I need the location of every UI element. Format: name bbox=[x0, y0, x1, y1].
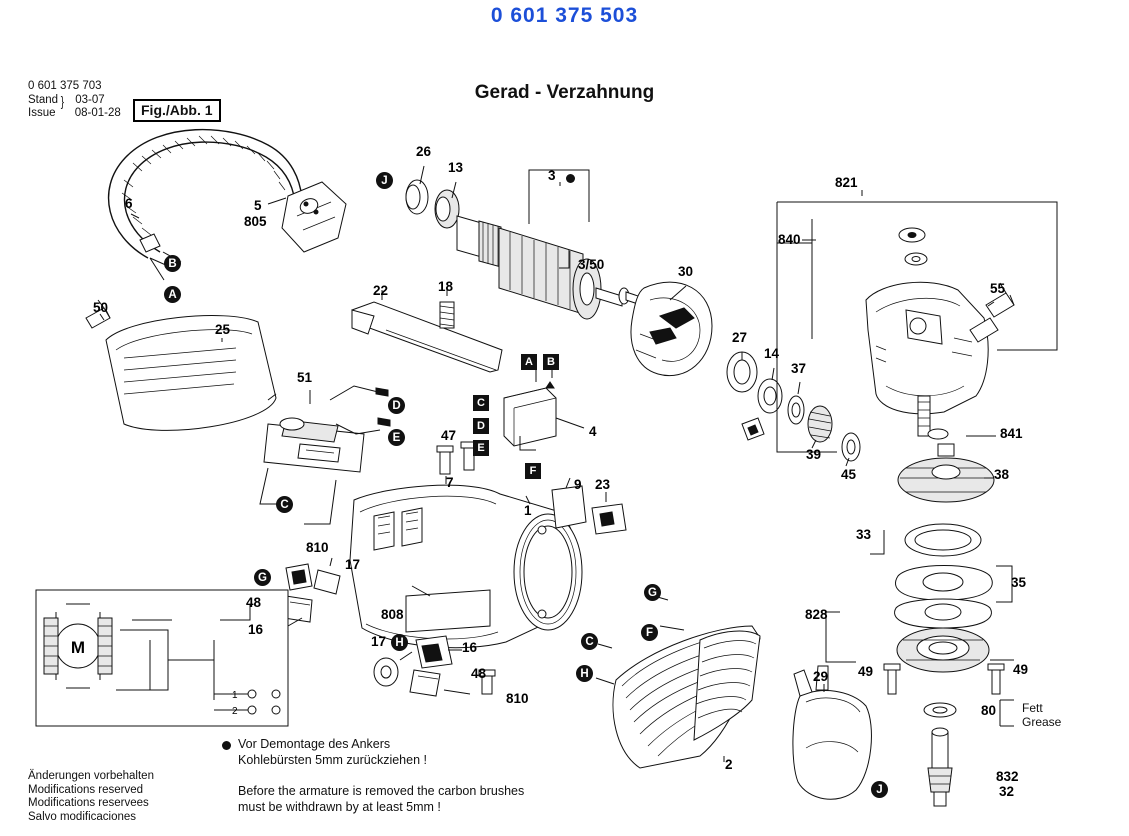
marker-D-switch: D bbox=[388, 397, 405, 414]
fan-30 bbox=[631, 282, 712, 376]
callout-48-lower: 48 bbox=[471, 666, 487, 681]
power-cord-group bbox=[109, 130, 346, 280]
marker-square-E: E bbox=[473, 440, 489, 456]
callout-14: 14 bbox=[764, 346, 780, 361]
field-coil-2 bbox=[596, 596, 760, 768]
marker-square-A: A bbox=[521, 354, 537, 370]
doc-number: 0 601 375 703 bbox=[28, 80, 102, 92]
callout-22: 22 bbox=[373, 283, 389, 298]
callout-4: 4 bbox=[589, 424, 597, 439]
marker-E-switch: E bbox=[388, 429, 405, 446]
issue-value: 08-01-28 bbox=[74, 107, 121, 119]
callout-33: 33 bbox=[856, 527, 872, 542]
callout-55: 55 bbox=[990, 281, 1006, 296]
callout-3-50: 3/50 bbox=[578, 257, 605, 272]
footer-line-2: Modifications reserved bbox=[28, 783, 144, 796]
callout-810-upper: 810 bbox=[306, 540, 329, 555]
callout-25: 25 bbox=[215, 322, 231, 337]
callout-23: 23 bbox=[595, 477, 611, 492]
footer-line-4: Salvo modificaciones bbox=[28, 810, 137, 823]
note-de bbox=[238, 736, 427, 768]
note-en bbox=[238, 783, 524, 815]
callout-27: 27 bbox=[732, 330, 748, 345]
marker-C-switch: C bbox=[276, 496, 293, 513]
callout-828: 828 bbox=[805, 607, 828, 622]
callout-49-left: 49 bbox=[858, 664, 874, 679]
marker-A-cord: A bbox=[164, 286, 181, 303]
marker-H-coil: H bbox=[576, 665, 593, 682]
callout-832: 832 bbox=[996, 769, 1019, 784]
callout-38: 38 bbox=[994, 467, 1010, 482]
marker-J-cover: J bbox=[871, 781, 888, 798]
callout-16-lower: 16 bbox=[462, 640, 478, 655]
stand-value: 03-07 bbox=[75, 93, 105, 106]
marker-square-B: B bbox=[543, 354, 559, 370]
callout-49-right: 49 bbox=[1013, 662, 1029, 677]
marker-F-coil: F bbox=[641, 624, 658, 641]
grease-en: Grease bbox=[1022, 715, 1062, 729]
callout-48-upper: 48 bbox=[246, 595, 262, 610]
note-bullet bbox=[222, 741, 231, 750]
cover-29 bbox=[793, 666, 872, 799]
svg-text:1: 1 bbox=[232, 690, 238, 701]
housing-25 bbox=[86, 300, 276, 430]
callout-50: 50 bbox=[93, 300, 109, 315]
callout-821: 821 bbox=[835, 175, 858, 190]
bullet-marker-3 bbox=[566, 174, 575, 183]
switch-block-4 bbox=[504, 370, 584, 450]
callout-1: 1 bbox=[524, 503, 532, 518]
callout-2: 2 bbox=[725, 757, 733, 772]
note-en-line-2: must be withdrawn by at least 5mm ! bbox=[238, 800, 441, 814]
footer-line-1: Änderungen vorbehalten bbox=[28, 770, 154, 782]
callout-17-lower: 17 bbox=[371, 634, 387, 649]
callout-7: 7 bbox=[446, 475, 454, 490]
note-de-line-2: Kohlebürsten 5mm zurückziehen ! bbox=[238, 753, 427, 767]
issue-label: Issue bbox=[28, 107, 56, 119]
callout-810-lower: 810 bbox=[506, 691, 529, 706]
marker-square-F: F bbox=[525, 463, 541, 479]
note-de-line-1: Vor Demontage des Ankers bbox=[238, 737, 391, 751]
callout-13: 13 bbox=[448, 160, 464, 175]
callout-29: 29 bbox=[813, 669, 829, 684]
figure-label: Fig./Abb. 1 bbox=[133, 99, 221, 122]
grease-note bbox=[1022, 701, 1061, 729]
note-en-line-1: Before the armature is removed the carbon brushes bbox=[238, 784, 525, 798]
marker-H-brush-lower: H bbox=[391, 634, 408, 651]
marker-G-coil: G bbox=[644, 584, 661, 601]
callout-80: 80 bbox=[981, 703, 997, 718]
callout-35: 35 bbox=[1011, 575, 1027, 590]
armature-group bbox=[406, 170, 650, 319]
callout-26: 26 bbox=[416, 144, 432, 159]
callout-47: 47 bbox=[441, 428, 457, 443]
callout-6: 6 bbox=[125, 196, 133, 211]
page-part-number: 0 601 375 503 bbox=[490, 4, 639, 27]
callout-32: 32 bbox=[999, 784, 1015, 799]
wiring-diagram bbox=[36, 590, 288, 726]
callout-45: 45 bbox=[841, 467, 857, 482]
callout-17-upper: 17 bbox=[345, 557, 361, 572]
callout-37: 37 bbox=[791, 361, 807, 376]
callout-39: 39 bbox=[806, 447, 822, 462]
callout-5: 5 bbox=[254, 198, 262, 213]
svg-text:M: M bbox=[70, 638, 86, 657]
footer-line-3: Modifications reservees bbox=[28, 797, 149, 809]
callout-841: 841 bbox=[1000, 426, 1023, 441]
callout-808: 808 bbox=[381, 607, 404, 622]
callout-3: 3 bbox=[548, 168, 556, 183]
marker-B-cord: B bbox=[164, 255, 181, 272]
callout-51: 51 bbox=[297, 370, 313, 385]
marker-square-D: D bbox=[473, 418, 489, 434]
callout-805: 805 bbox=[244, 214, 267, 229]
stand-label: Stand bbox=[28, 93, 59, 106]
svg-text:2: 2 bbox=[232, 706, 238, 717]
motor-housing-1 bbox=[350, 478, 626, 648]
callout-840: 840 bbox=[778, 232, 801, 247]
page-title: Gerad - Verzahnung bbox=[474, 82, 655, 103]
callout-30: 30 bbox=[678, 264, 694, 279]
callout-18: 18 bbox=[438, 279, 454, 294]
footer-disclaimer bbox=[28, 770, 154, 824]
marker-C-coil: C bbox=[581, 633, 598, 650]
callout-9: 9 bbox=[574, 477, 582, 492]
marker-G-brush-left: G bbox=[254, 569, 271, 586]
marker-square-C: C bbox=[473, 395, 489, 411]
lever-22 bbox=[352, 290, 502, 372]
marker-J-bearing: J bbox=[376, 172, 393, 189]
screws-47-7 bbox=[437, 442, 477, 484]
callout-16-upper: 16 bbox=[248, 622, 264, 637]
meta-brace: } bbox=[60, 93, 64, 109]
grease-de: Fett bbox=[1022, 701, 1043, 715]
